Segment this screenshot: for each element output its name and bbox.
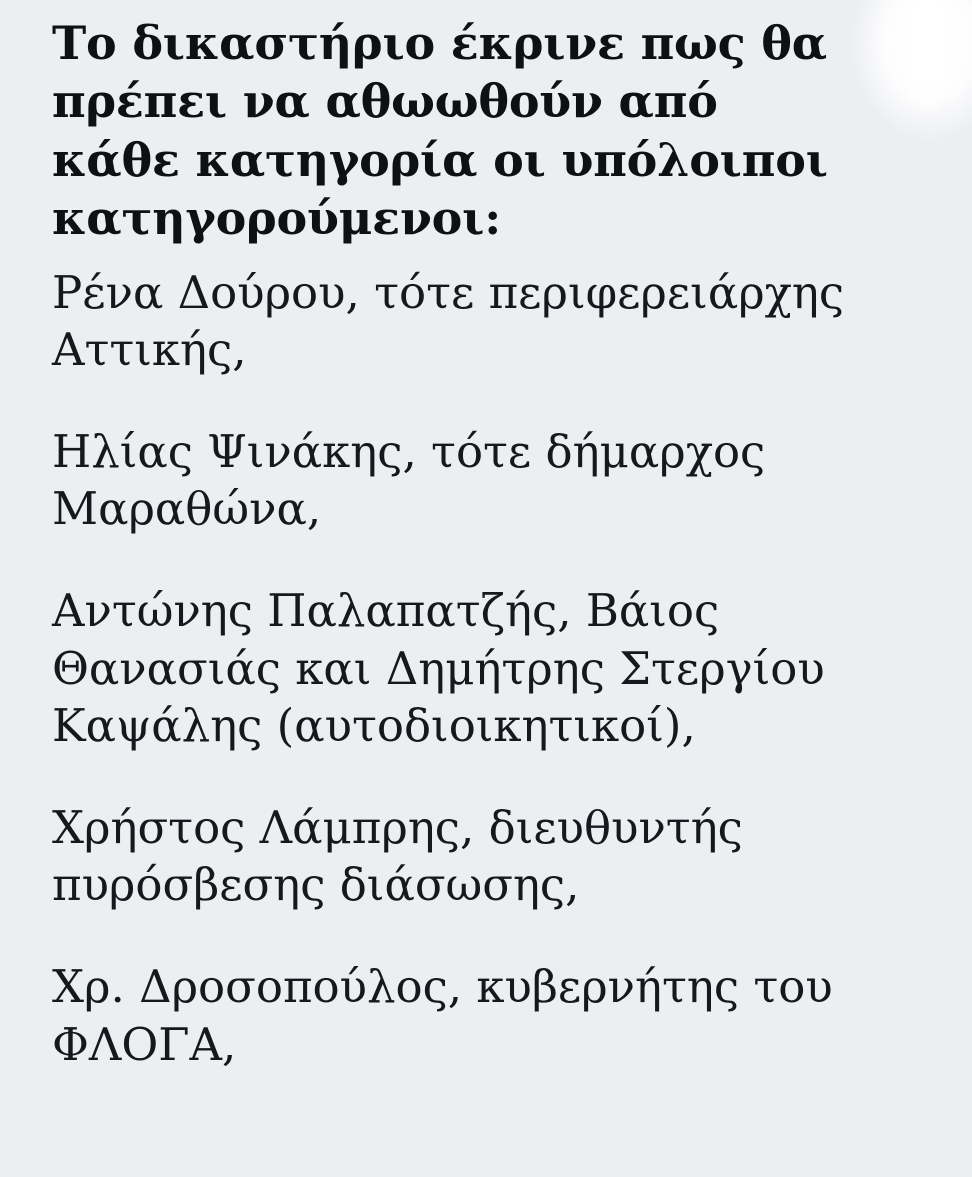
defendant-paragraph-1: Ρένα Δούρου, τότε περιφερειάρχης Αττικής, xyxy=(52,265,845,377)
defendant-paragraph-4: Χρήστος Λάμπρης, διευθυντής πυρόσβεσης διάσωσης, xyxy=(52,800,743,912)
defendant-paragraph-5: Χρ. Δροσοπούλος, κυβερνήτης του ΦΛΟΓΑ, xyxy=(52,959,833,1071)
page-title: Το δικαστήριο έκρινε πως θα πρέπει να αθωωθούν από κάθε κατηγορία οι υπόλοιποι κατηγορούμενοι: xyxy=(52,16,828,246)
defendant-paragraph-2: Ηλίας Ψινάκης, τότε δήμαρχος Μαραθώνα, xyxy=(52,424,766,536)
defendant-paragraph-3: Αντώνης Παλαπατζής, Βάιος Θανασιάς και Δημήτρης Στεργίου Καψάλης (αυτοδιοικητικοί), xyxy=(52,584,825,753)
